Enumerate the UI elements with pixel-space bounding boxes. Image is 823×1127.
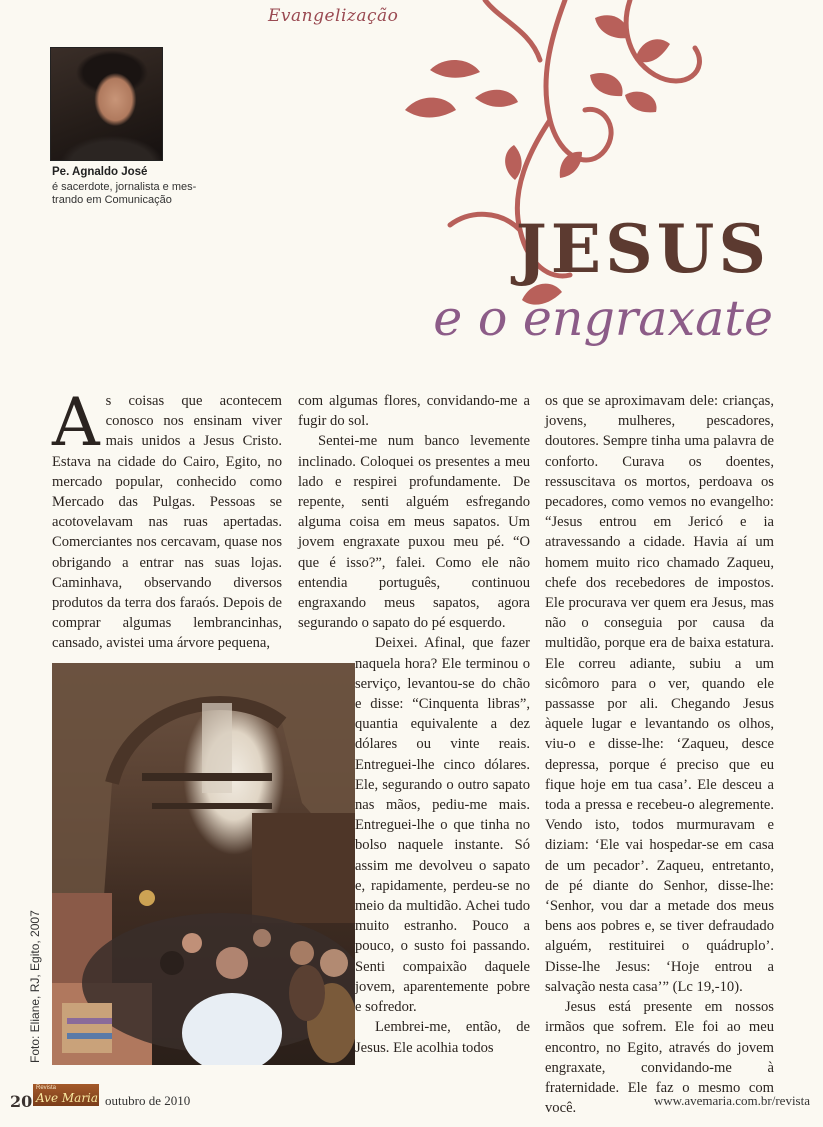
- market-photo: [52, 663, 355, 1065]
- market-photo-drawing: [52, 663, 355, 1065]
- paragraph-text: s coisas que acontecem conosco nos ensinam viver mais unidos a Jesus Cristo. Estava na cidade do Cairo, Egito, no mercado popular, conhecido como Mercado das Pulgas. Pessoas se acotovelavam nas ruas apertadas. Comerciantes nos cercavam, quase nos obrigando a entrar nas suas lojas. Caminhava, observando diversos produtos da terra dos faraós. Depois de comprar algumas lembrancinhas, cansado, avistei uma árvore pequena,: [52, 393, 282, 652]
- author-name: Pe. Agnaldo José: [52, 166, 148, 178]
- paragraph: Jesus está presente em nossos irmãos que sofrem. Ele foi ao meu encontro, no Egito, através do jovem engraxate, convidando-me à fraternidade. Ele faz o mesmo com você.: [545, 999, 774, 1117]
- magazine-logo: [33, 1084, 99, 1106]
- paragraph: os que se aproximavam dele: crianças, jovens, mulheres, pescadores, doutores. Sempre tinha uma palavra de conforto. Curava os doentes, ressuscitava os mortos, perdoava os pecadores, como vemos no evangelho: “Jesus entrou em Jericó e ia atravessando a cidade. Havia aí um homem muito rico chamado Zaqueu, chefe dos recebedores de impostos. Ele procurava ver quem era Jesus, mas não o conseguia por causa da multidão, porque era de baixa estatura. Ele correu adiante, subiu a um sicômoro para o ver, quando ele passasse por ali. Chegando Jesus àquele lugar e levantando os olhos, viu-o e disse-lhe: ‘Zaqueu, desce depressa, porque é preciso que eu fique hoje em tua casa’. Ele desceu a toda a pressa e recebeu-o alegremente. Vendo isto, todos murmuravam e diziam: ‘Ele vai hospedar-se em casa de um pecador’. Zaqueu, entretanto, de pé diante do Senhor, disse-lhe: ‘Senhor, vou dar a metade dos meus bens aos pobres e, se tiver defraudado alguém, restituirei o quádruplo’. Disse-lhe Jesus: ‘Hoje entrou a salvação nesta casa’” (Lc 19,-10).: [545, 393, 774, 995]
- logo-text: Ave Maria: [36, 1091, 99, 1105]
- author-photo: [50, 47, 163, 161]
- paragraph: [52, 384, 282, 654]
- issue-date: outubro de 2010: [105, 1093, 191, 1108]
- author-description-line: trando em Comunicação: [52, 194, 172, 206]
- text-column-1: [52, 384, 282, 654]
- article-subtitle: e o engraxate: [433, 290, 773, 347]
- article-title: JESUS: [515, 210, 770, 288]
- text-column-3: [545, 391, 774, 1118]
- author-description-line: é sacerdote, jornalista e mes-: [52, 181, 197, 193]
- section-label: Evangelização: [268, 6, 399, 26]
- paragraph: com algumas flores, convidando-me a fugir do sol.: [298, 393, 530, 430]
- photo-credit: Foto: Eliane, RJ, Egito, 2007: [28, 910, 42, 1063]
- drop-cap: A: [52, 384, 100, 461]
- paragraph: Sentei-me num banco levemente inclinado. Coloquei os presentes a meu lado e respirei profundamente. De repente, senti alguém esfregando alguma coisa em meus sapatos. Um jovem engraxate puxou meu pé. “O que é isso?”, falei. Como ele não entendia português, continuou engraxando meus sapatos, agora segurando o sapato do pé esquerdo.: [298, 433, 530, 632]
- logo-small-text: Revista: [36, 1085, 57, 1091]
- paragraph: Deixei. Afinal, que fazer naquela hora? Ele terminou o serviço, levantou-se do chão e disse: “Cinquenta libras”, quantia equivalente a dez dólares ou vinte reais. Entreguei-lhe cinco dólares. Ele, segurando o outro sapato nas mãos, pediu-me mais. Entreguei-lhe o que tinha no bolso naquele instante. Só assim me devolveu o sapato e, rapidamente, perdeu-se no meio da multidão. Achei tudo muito estranho. Pouco a pouco, o susto foi passando. Senti compaixão daquele jovem, aparentemente pobre e sofredor.: [355, 635, 530, 1016]
- page-number: 20: [10, 1092, 33, 1111]
- paragraph: Lembrei-me, então, de Jesus. Ele acolhia todos: [355, 1019, 530, 1056]
- website-link[interactable]: www.avemaria.com.br/revista: [653, 1093, 810, 1108]
- author-description: [52, 181, 212, 207]
